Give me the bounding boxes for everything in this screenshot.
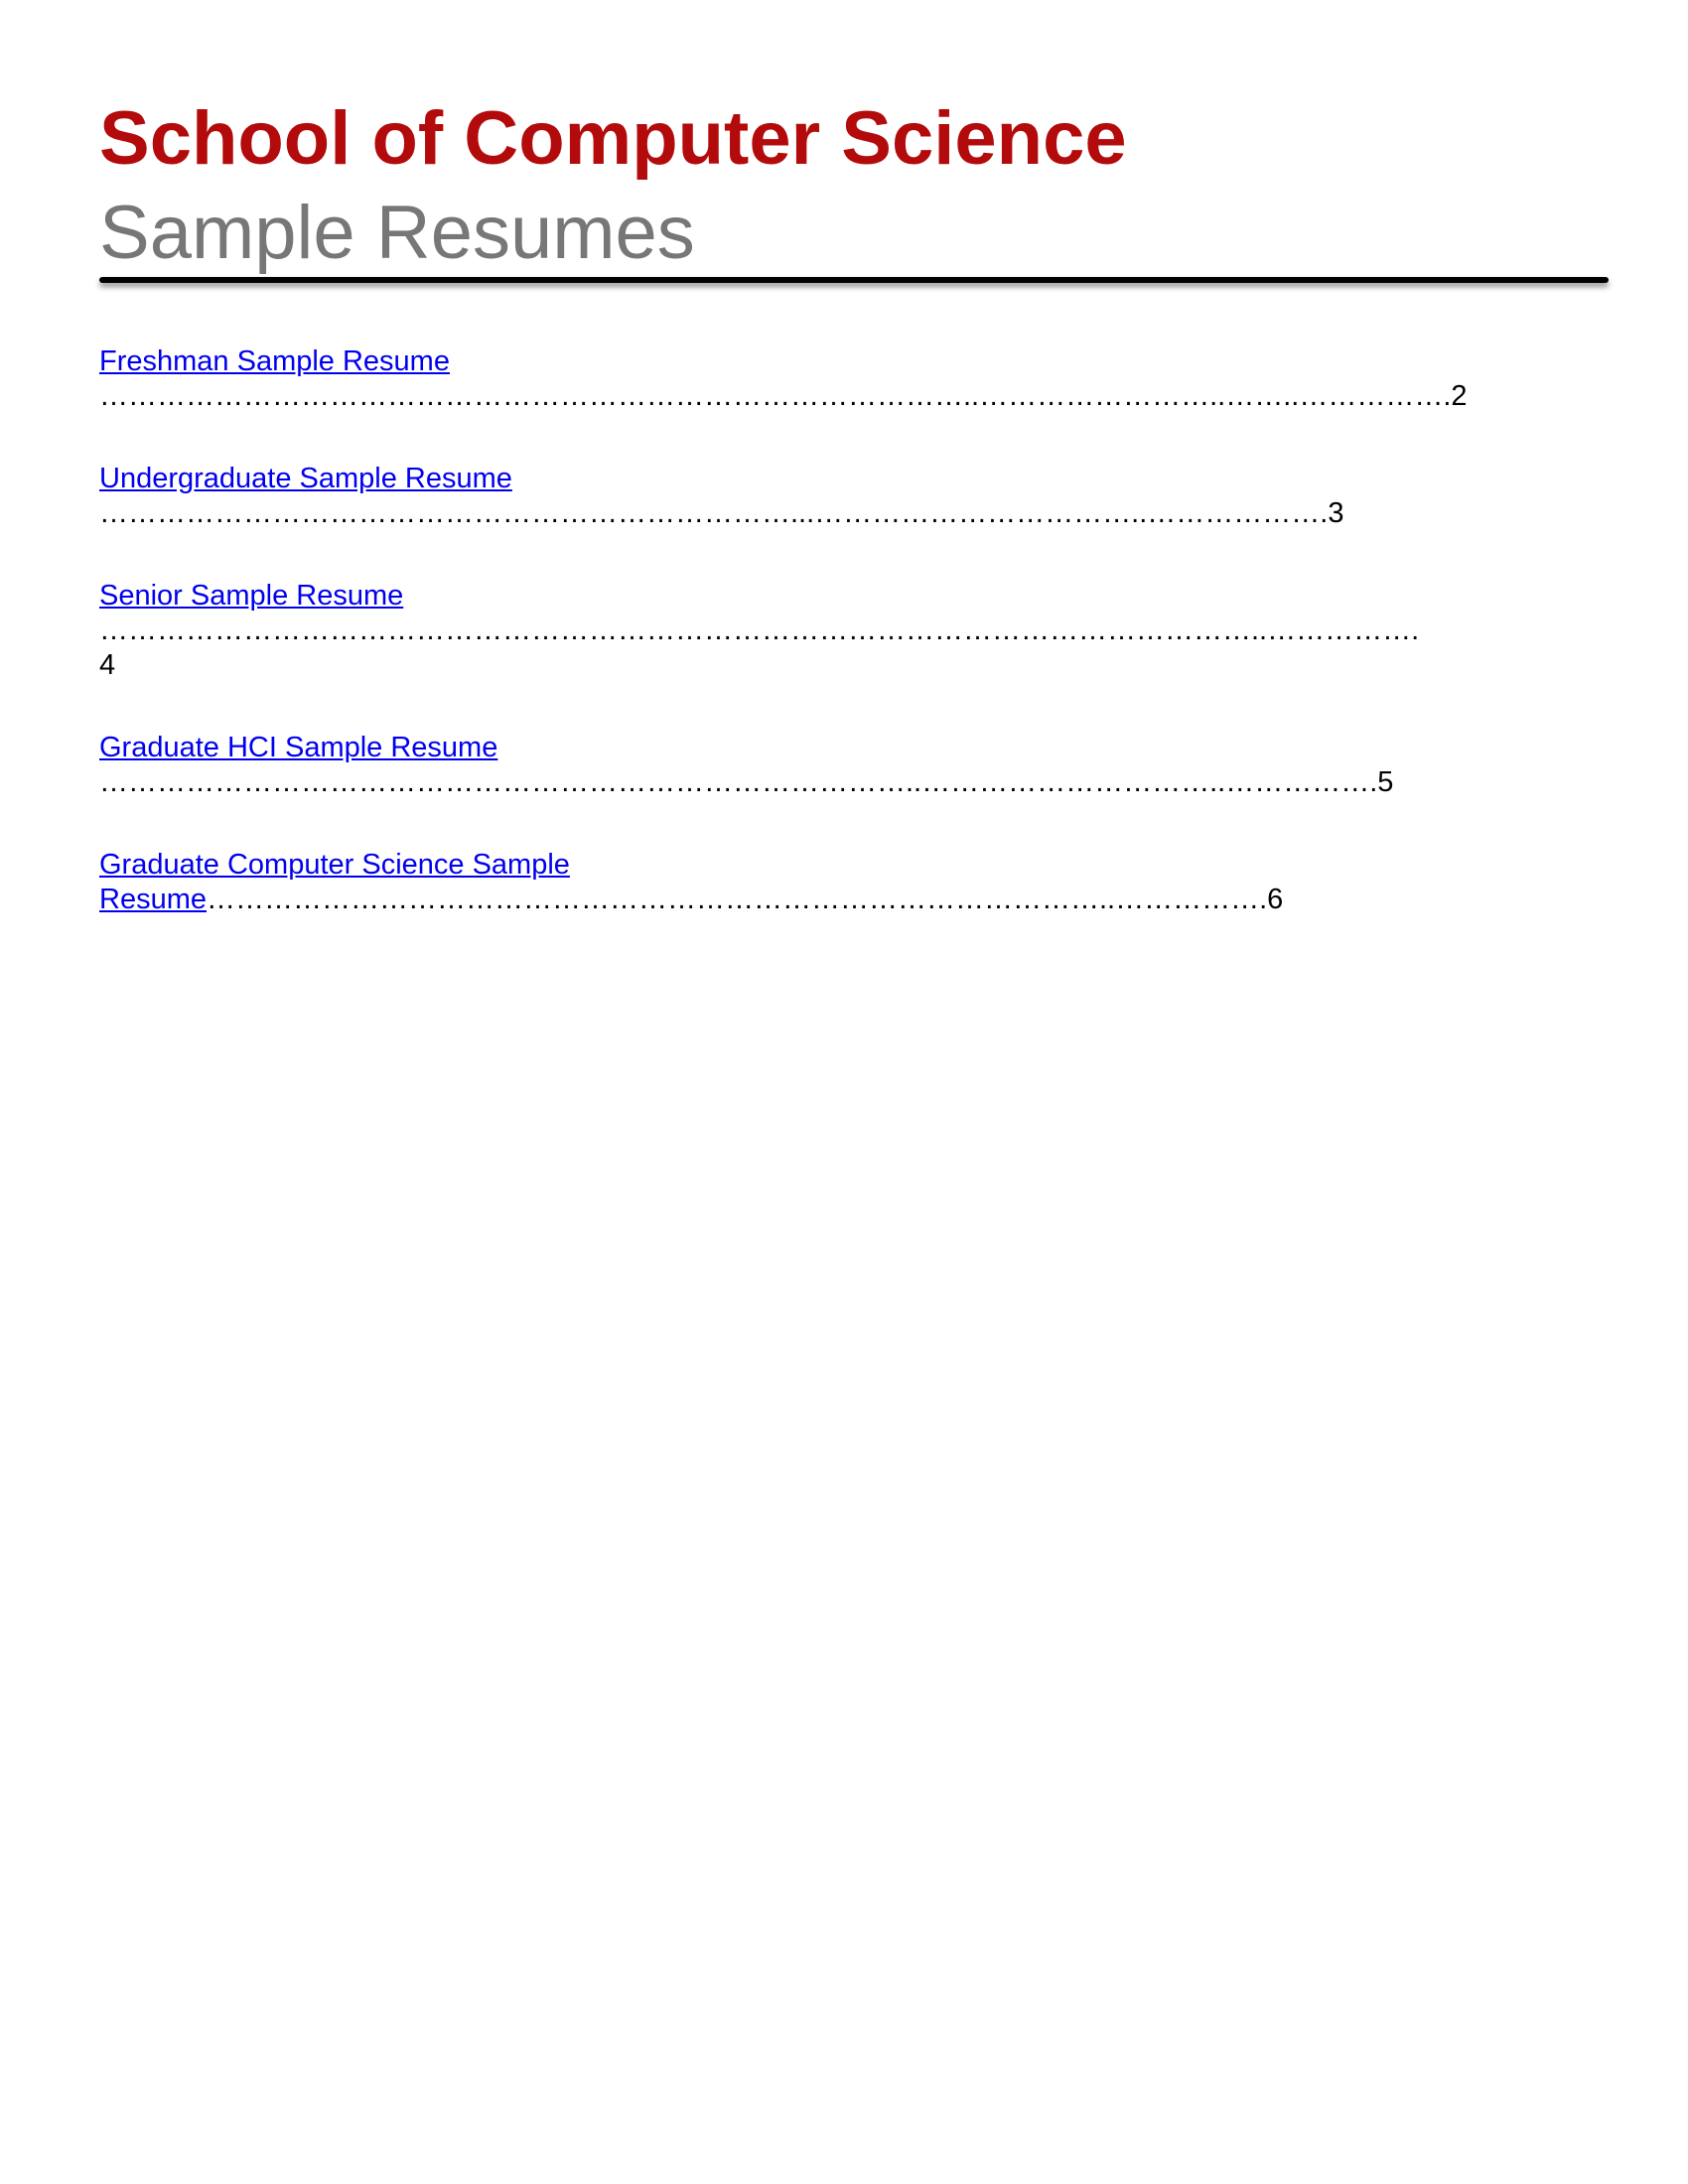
toc-entry-graduate-hci (99, 731, 1569, 800)
toc-dots: …………………………………………………………………………..…………………………..……………. (99, 766, 1378, 798)
toc-leader (99, 379, 1569, 414)
toc-dots: ………………………………………………………………...……………………………..………………. (99, 497, 1329, 529)
toc-link-graduate-cs[interactable]: Graduate Computer Science Sample (99, 849, 570, 881)
toc-leader (99, 496, 1569, 531)
toc-entry-undergraduate (99, 462, 1569, 531)
table-of-contents (99, 344, 1569, 917)
toc-dots: …………………………………………………………………………………..……………. (207, 884, 1268, 915)
toc-link-freshman[interactable]: Freshman Sample Resume (99, 345, 450, 377)
toc-leader (99, 614, 1569, 648)
toc-entry-graduate-cs (99, 848, 1569, 917)
toc-dots: …………………………………………………………………………………………………………..……………. (99, 614, 1420, 646)
toc-entry-freshman (99, 344, 1569, 414)
toc-link-graduate-hci[interactable]: Graduate HCI Sample Resume (99, 732, 498, 763)
toc-page-number: 5 (1377, 766, 1394, 798)
toc-page-number: 3 (1328, 497, 1344, 529)
toc-link-senior[interactable]: Senior Sample Resume (99, 580, 404, 612)
toc-page-number: 6 (1267, 884, 1284, 915)
toc-link-graduate-cs-continued[interactable]: Resume (99, 884, 207, 915)
toc-page-number: 2 (1451, 380, 1468, 412)
school-title: School of Computer Science (99, 96, 1127, 181)
toc-dots: ………………………………………………………………………………..……………………..……..……………. (99, 380, 1452, 412)
toc-link-undergraduate[interactable]: Undergraduate Sample Resume (99, 463, 512, 494)
toc-leader (99, 765, 1569, 800)
document-page (99, 94, 1609, 965)
document-subtitle: Sample Resumes (99, 191, 695, 275)
toc-page-number: 4 (99, 649, 116, 681)
toc-entry-senior (99, 579, 1569, 683)
